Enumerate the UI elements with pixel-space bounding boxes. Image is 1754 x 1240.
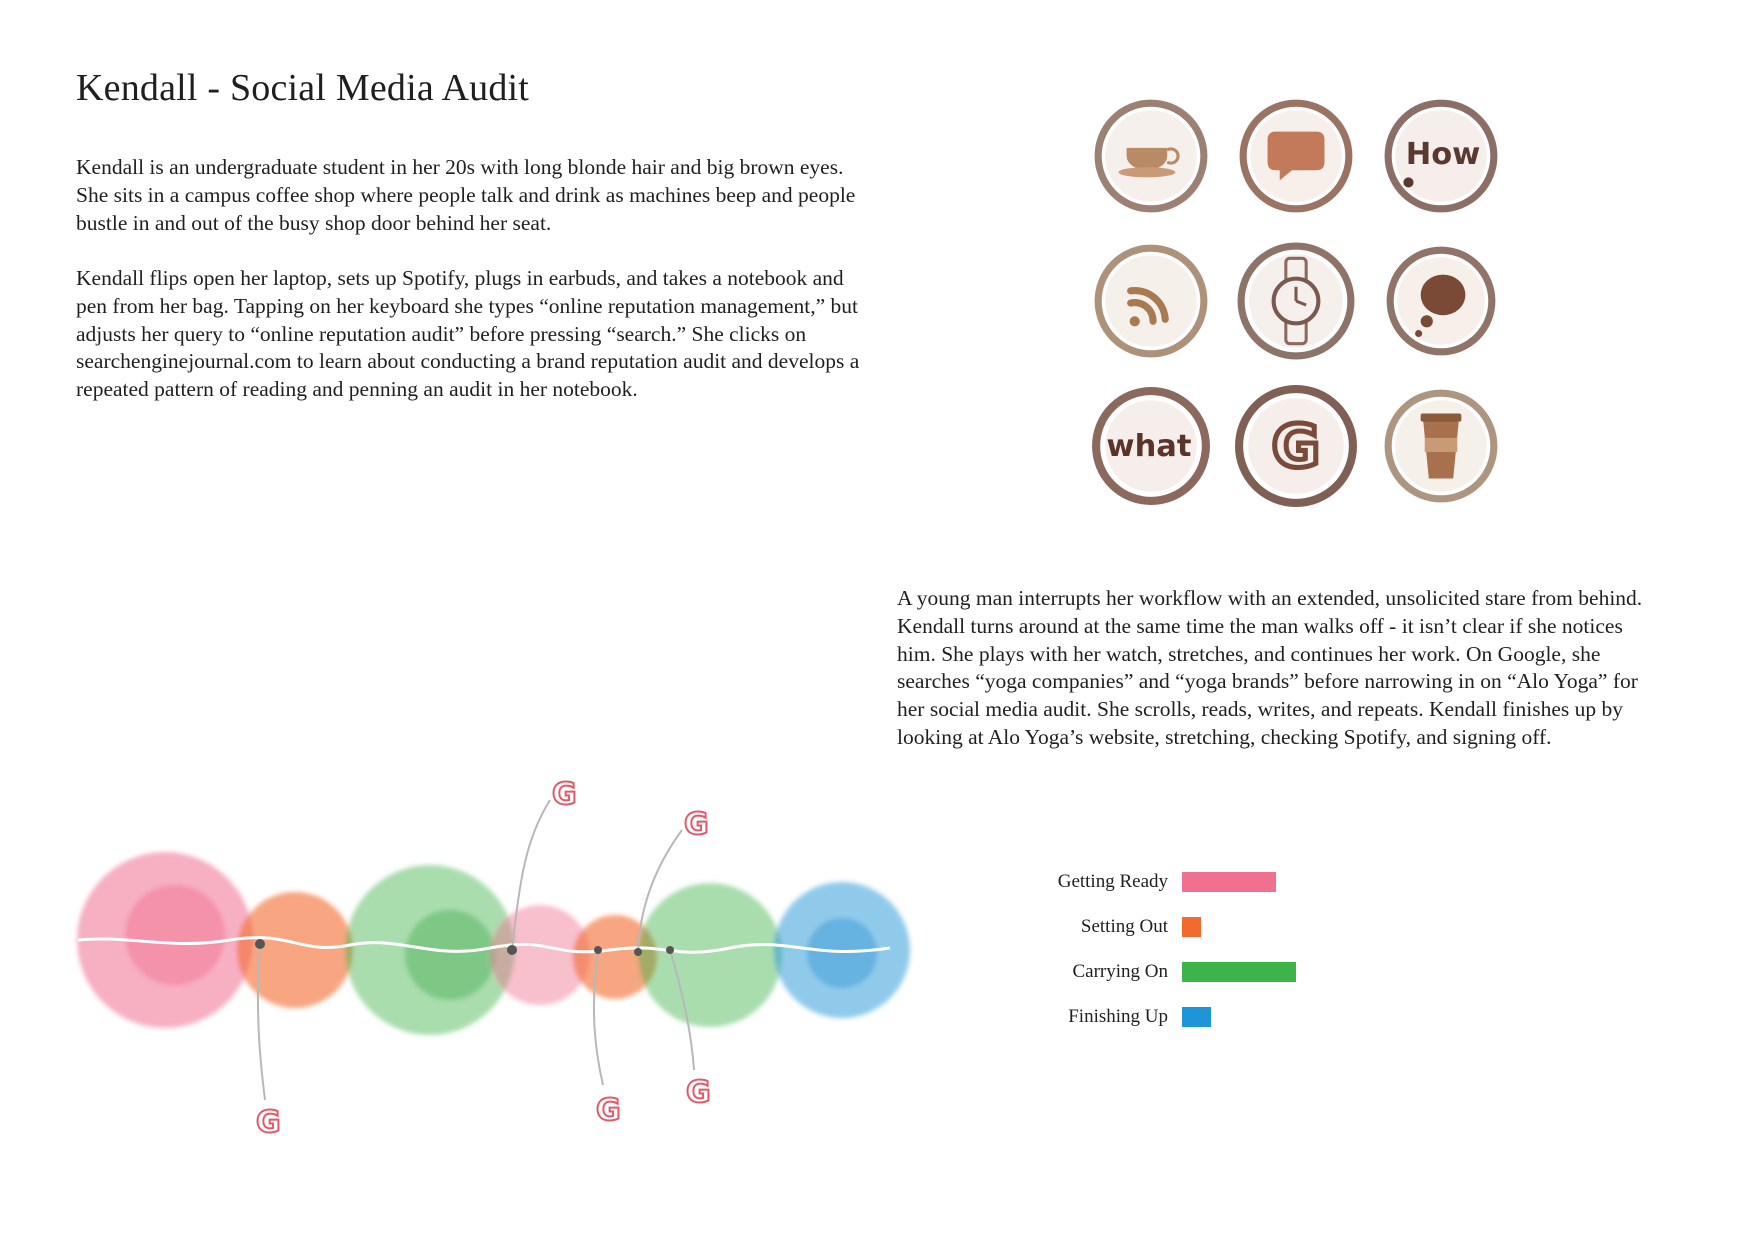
google-marker-1: G bbox=[256, 1105, 281, 1140]
legend-bar bbox=[1182, 917, 1201, 937]
rss-icon bbox=[1090, 240, 1212, 362]
google-marker-5: G bbox=[686, 1075, 711, 1110]
finishing-up-blob-inner bbox=[807, 918, 877, 988]
phase-legend bbox=[1000, 870, 1400, 1050]
page-title: Kendall - Social Media Audit bbox=[76, 67, 530, 109]
carrying-on-blob-inner bbox=[405, 910, 495, 1000]
getting-ready-blob-inner bbox=[125, 885, 225, 985]
legend-label: Setting Out bbox=[1080, 916, 1168, 937]
continuation-paragraph: A young man interrupts her workflow with an extended, unsolicited stare from behind. Kendall turns around at the same time the man walks off - it isn’t clear if she notices him. She plays with her watch, stretches, and continues her work. On Google, she searches “yoga companies” and “yoga brands” before narrowing in on “Alo Yoga” for her social media audit. She scrolls, reads, writes, and repeats. Kendall finishes up by looking at Alo Yoga’s website, stretching, checking Spotify, and signing off. bbox=[897, 586, 1643, 749]
svg-text:G: G bbox=[1271, 411, 1321, 481]
coffee-ring-icon-grid bbox=[1090, 95, 1510, 515]
setting-out-blob bbox=[237, 892, 353, 1008]
thought-bubble-icon bbox=[1380, 240, 1502, 362]
legend-label: Carrying On bbox=[1072, 961, 1168, 982]
carrying-on-blob-2 bbox=[638, 883, 782, 1027]
how-text-icon bbox=[1380, 95, 1502, 217]
workflow-paragraph: Kendall flips open her laptop, sets up Spotify, plugs in earbuds, and takes a notebook and pen from her bag. Tapping on her keyboard she types “online reputation management,” but adjusts her query to “online reputation audit” before pressing “search.” She clicks on searchenginejournal.com to learn about conducting a brand reputation audit and develops a repeated pattern of reading and penning an audit in her notebook. bbox=[76, 266, 860, 402]
google-marker-2: G bbox=[552, 777, 577, 812]
what-text-icon bbox=[1090, 385, 1212, 507]
google-icon bbox=[1235, 385, 1357, 507]
takeaway-cup-icon bbox=[1380, 385, 1502, 507]
speech-bubble-icon bbox=[1235, 95, 1357, 217]
legend-label: Getting Ready bbox=[1057, 871, 1168, 892]
google-marker-4: G bbox=[684, 807, 709, 842]
legend-bar bbox=[1182, 872, 1276, 892]
coffee-cup-icon bbox=[1090, 95, 1212, 217]
intro-paragraph: Kendall is an undergraduate student in her 20s with long blonde hair and big brown eyes. She sits in a campus coffee shop where people talk and drink as machines beep and people bustle in and out of the busy shop door behind her seat. bbox=[76, 155, 856, 235]
watch-icon bbox=[1235, 240, 1357, 362]
legend-label: Finishing Up bbox=[1068, 1006, 1168, 1027]
legend-item-finishing-up bbox=[1000, 1005, 1400, 1029]
activity-timeline bbox=[70, 760, 920, 1160]
legend-bar bbox=[1182, 962, 1296, 982]
legend-bar bbox=[1182, 1007, 1211, 1027]
svg-text:what: what bbox=[1106, 429, 1192, 465]
legend-item-getting-ready bbox=[1000, 870, 1400, 894]
svg-text:How: How bbox=[1405, 137, 1481, 173]
legend-item-setting-out bbox=[1000, 915, 1400, 939]
google-marker-3: G bbox=[596, 1093, 621, 1128]
legend-item-carrying-on bbox=[1000, 960, 1400, 984]
